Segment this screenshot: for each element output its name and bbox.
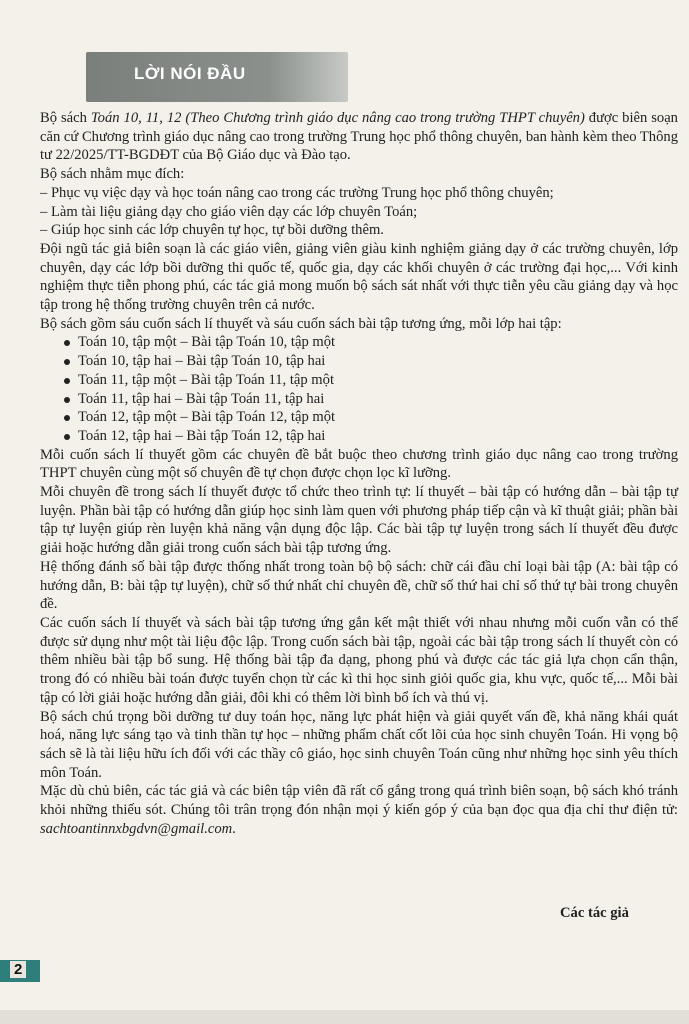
page-title: LỜI NÓI ĐẦU: [134, 64, 246, 83]
book-list-item: Toán 10, tập một – Bài tập Toán 10, tập một: [78, 333, 678, 352]
book-list-item: Toán 10, tập hai – Bài tập Toán 10, tập hai: [78, 352, 678, 371]
paragraph-feedback: [40, 782, 678, 838]
book-list-item: Toán 11, tập hai – Bài tập Toán 11, tập hai: [78, 390, 678, 409]
purpose-item: – Giúp học sinh các lớp chuyên tự học, tự bồi dưỡng thêm.: [40, 222, 384, 239]
book-list-item: Toán 12, tập hai – Bài tập Toán 12, tập hai: [78, 427, 678, 446]
preface-body: [40, 109, 678, 838]
paragraph-intro: [40, 109, 678, 165]
page-number: 2: [10, 961, 26, 978]
series-title: Toán 10, 11, 12 (Theo Chương trình giáo dục nâng cao trong trường THPT chuyên): [90, 110, 585, 126]
feedback-text: Mặc dù chủ biên, các tác giả và các biên tập viên đã rất cố gắng trong quá trình biên soạn, bộ sách khó tránh khỏi những thiếu sót. Chúng tôi trân trọng đón nhận mọi ý kiến góp ý của bạn đọc qua địa chỉ thư điện tử:: [40, 783, 678, 819]
paragraph-theory-books: Mỗi cuốn sách lí thuyết gồm các chuyên đề bắt buộc theo chương trình giáo dục nâng cao trong trường THPT chuyên cùng một số chuyên đề tự chọn được chọn lọc kĩ lưỡng.: [40, 446, 678, 482]
paragraph-numbering: Hệ thống đánh số bài tập được thống nhất trong toàn bộ bộ sách: chữ cái đầu chỉ loại bài tập (A: bài tập có hướng dẫn, B: bài tập tự luyện), chữ số thứ nhất chỉ chuyên đề, chữ số thứ hai chỉ số thứ tự bài trong chuyên đề.: [40, 558, 678, 613]
paragraph-goals: Bộ sách chú trọng bồi dưỡng tư duy toán học, năng lực phát hiện và giải quyết vấn đề, khả năng khái quát hoá, năng lực sáng tạo và tinh thần tự học – những phẩm chất cốt lõi của học sinh chuyên Toán. Hi vọng bộ sách sẽ là tài liệu hữu ích đối với các thầy cô giáo, học sinh chuyên Toán cũng như những học sinh yêu thích môn Toán.: [40, 708, 678, 781]
purpose-item: – Phục vụ việc dạy và học toán nâng cao trong các trường Trung học phổ thông chuyên;: [40, 184, 554, 201]
paragraph-books-heading: Bộ sách gồm sáu cuốn sách lí thuyết và sáu cuốn sách bài tập tương ứng, mỗi lớp hai tập:: [40, 315, 562, 332]
feedback-period: .: [232, 820, 236, 837]
paragraph-purpose-heading: Bộ sách nhằm mục đích:: [40, 166, 185, 183]
book-list-item: Toán 12, tập một – Bài tập Toán 12, tập một: [78, 408, 678, 427]
paragraph-topic-structure: Mỗi chuyên đề trong sách lí thuyết được tổ chức theo trình tự: lí thuyết – bài tập có hướng dẫn – bài tập tự luyện. Phần bài tập có hướng dẫn giúp học sinh làm quen với phương pháp tiếp cận và kĩ thuật giải; phần bài tập tự luyện giúp rèn luyện khả năng vận dụng độc lập. Các bài tập tự luyện trong sách lí thuyết đều được giải hoặc hướng dẫn giải trong cuốn sách bài tập tương ứng.: [40, 484, 678, 557]
contact-email: sachtoantinnxbgdvn@gmail.com: [40, 820, 233, 837]
paragraph-authors: Đội ngũ tác giả biên soạn là các giáo viên, giảng viên giàu kinh nghiệm giảng dạy ở các trường chuyên, lớp chuyên, dạy các lớp bồi dưỡng thi quốc tế, quốc gia, dạy các khối chuyên ở các trường đại học,... Với kinh nghiệm thực tiễn phong phú, các tác giả mong muốn bộ sách sát nhất với thực tiễn yêu cầu giảng dạy và học tập trong hệ thống trường chuyên trên cả nước.: [40, 240, 678, 314]
intro-text-start: Bộ sách: [40, 110, 91, 126]
paragraph-exercise-books: Các cuốn sách lí thuyết và sách bài tập tương ứng gắn kết mật thiết với nhau nhưng mỗi cuốn vẫn có thể được sử dụng như một tài liệu độc lập. Trong cuốn sách bài tập, ngoài các bài tập trong sách lí thuyết còn có thêm nhiều bài tập bổ sung. Hệ thống bài tập đa dạng, phong phú và được các tác giả lựa chọn cẩn thận, trong đó có nhiều bài toán được tuyển chọn từ các kì thi học sinh giỏi quốc gia, khu vực, quốc tế,... Mỗi bài tập có lời giải hoặc hướng dẫn giải, đôi khi có thêm lời bình bổ ích và thú vị.: [40, 614, 678, 706]
page-bottom-edge: [0, 1010, 689, 1024]
purpose-item: – Làm tài liệu giảng dạy cho giáo viên dạy các lớp chuyên Toán;: [40, 203, 418, 220]
book-list-item: Toán 11, tập một – Bài tập Toán 11, tập một: [78, 371, 678, 390]
signature: Các tác giả: [560, 905, 629, 921]
book-list: [40, 333, 678, 445]
intro-text-end: được biên soạn căn cứ Chương trình giáo dục nâng cao trong trường Trung học phổ thông chuyên, ban hành kèm theo Thông tư 22/2025/TT-BGDĐT của Bộ Giáo dục và Đào tạo.: [40, 110, 678, 164]
